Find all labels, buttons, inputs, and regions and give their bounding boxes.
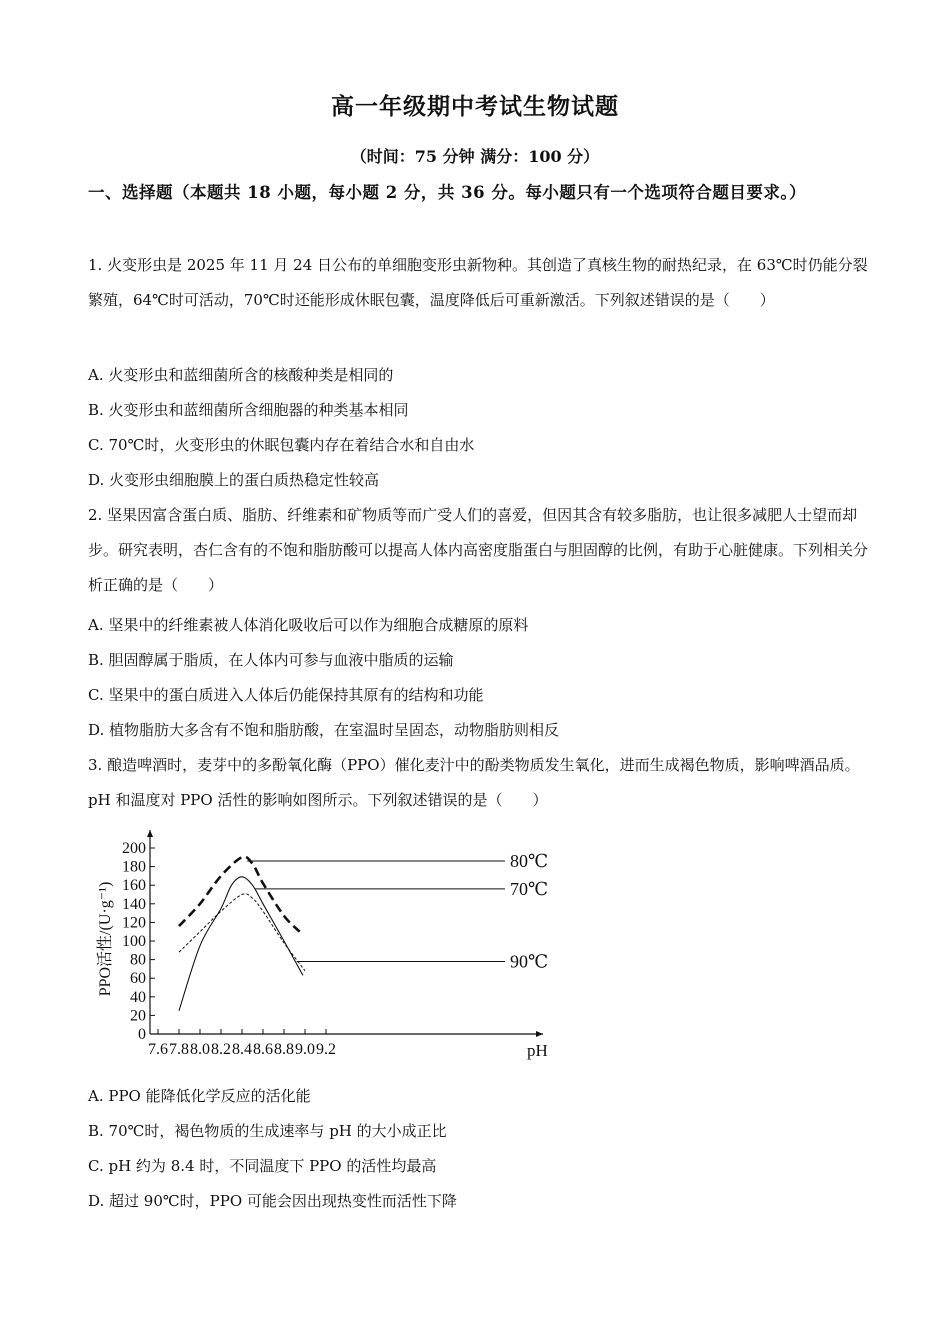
x-axis-arrow — [536, 1031, 543, 1037]
series-label-1: 70℃ — [510, 878, 549, 899]
y-tick-label: 100 — [122, 933, 146, 950]
series-line-0 — [179, 857, 300, 932]
question-1-option-d: D. 火变形虫细胞膜上的蛋白质热稳定性较高 — [88, 471, 380, 489]
y-tick-label: 180 — [122, 858, 146, 876]
question-3-stem: 3. 酿造啤酒时，麦芽中的多酚氧化酶（PPO）催化麦汁中的酚类物质发生氧化，进而生成褐色物质，影响啤酒品质。pH 和温度对 PPO 活性的影响如图所示。下列叙述错误的是（ ） — [88, 756, 860, 809]
question-2-stem: 2. 坚果因富含蛋白质、脂肪、纤维素和矿物质等而广受人们的喜爱，但因其含有较多脂肪，也让很多减肥人士望而却步。研究表明，杏仁含有的不饱和脂肪酸可以提高人体内高密度脂蛋白与胆固醇的比例，有助于心脏健康。下列相关分析正确的是（ ） — [88, 506, 869, 594]
x-tick-label: 9.0 — [295, 1041, 315, 1058]
y-tick-label: 160 — [122, 877, 146, 895]
y-tick-label: 40 — [130, 988, 146, 1006]
question-2-option-a: A. 坚果中的纤维素被人体消化吸收后可以作为细胞合成糖原的原料 — [88, 616, 529, 634]
y-tick-label: 20 — [130, 1007, 146, 1025]
x-tick-label: 8.2 — [211, 1041, 231, 1058]
x-tick-label: 9.2 — [316, 1041, 336, 1058]
x-tick-label: 8.0 — [190, 1041, 210, 1058]
y-axis-label: PPO活性/(U·g⁻¹) — [97, 881, 114, 997]
y-tick-label: 200 — [122, 840, 146, 857]
page-title: 高一年级期中考试生物试题 — [331, 93, 619, 120]
y-tick-label: 120 — [122, 914, 146, 932]
series-line-1 — [179, 877, 303, 1011]
question-1-option-b: B. 火变形虫和蓝细菌所含细胞器的种类基本相同 — [88, 401, 409, 419]
y-tick-label: 80 — [130, 951, 146, 969]
x-tick-label: 8.4 — [232, 1041, 252, 1058]
question-3-option-a: A. PPO 能降低化学反应的活化能 — [88, 1087, 311, 1105]
y-axis-arrow — [147, 830, 153, 837]
section-heading: 一、选择题（本题共 18 小题，每小题 2 分，共 36 分。每小题只有一个选项符合题目要求。） — [88, 183, 807, 202]
ppo-activity-chart — [88, 826, 558, 1066]
x-tick-label: 8.8 — [274, 1041, 294, 1058]
question-3-option-d: D. 超过 90℃时，PPO 可能会因出现热变性而活性下降 — [88, 1192, 457, 1210]
question-2-option-c: C. 坚果中的蛋白质进入人体后仍能保持其原有的结构和功能 — [88, 686, 484, 704]
x-tick-label: 8.6 — [253, 1041, 273, 1058]
x-tick-label: 7.8 — [169, 1041, 189, 1058]
question-1-stem: 1. 火变形虫是 2025 年 11 月 24 日公布的单细胞变形虫新物种。其创造了真核生物的耐热纪录，在 63℃时仍能分裂繁殖，64℃时可活动，70℃时还能形成休眠包囊，温度降低后可重新激活。下列叙述错误的是（ ） — [88, 256, 868, 309]
y-tick-label: 140 — [122, 895, 146, 913]
exam-info: （时间：75 分钟 满分：100 分） — [350, 147, 600, 166]
series-label-0: 80℃ — [510, 851, 549, 872]
question-3-option-c: C. pH 约为 8.4 时，不同温度下 PPO 的活性均最高 — [88, 1157, 437, 1175]
x-axis-label: pH — [527, 1041, 548, 1060]
question-1-option-a: A. 火变形虫和蓝细菌所含的核酸种类是相同的 — [88, 366, 394, 384]
question-1-option-c: C. 70℃时，火变形虫的休眠包囊内存在着结合水和自由水 — [88, 436, 475, 454]
y-tick-label: 0 — [138, 1026, 146, 1043]
x-tick-label: 7.6 — [148, 1041, 168, 1058]
question-3-option-b: B. 70℃时，褐色物质的生成速率与 pH 的大小成正比 — [88, 1122, 447, 1140]
question-2-option-d: D. 植物脂肪大多含有不饱和脂肪酸，在室温时呈固态，动物脂肪则相反 — [88, 721, 560, 739]
question-2-option-b: B. 胆固醇属于脂质，在人体内可参与血液中脂质的运输 — [88, 651, 454, 669]
series-label-2: 90℃ — [510, 951, 549, 972]
y-tick-label: 60 — [130, 970, 146, 988]
